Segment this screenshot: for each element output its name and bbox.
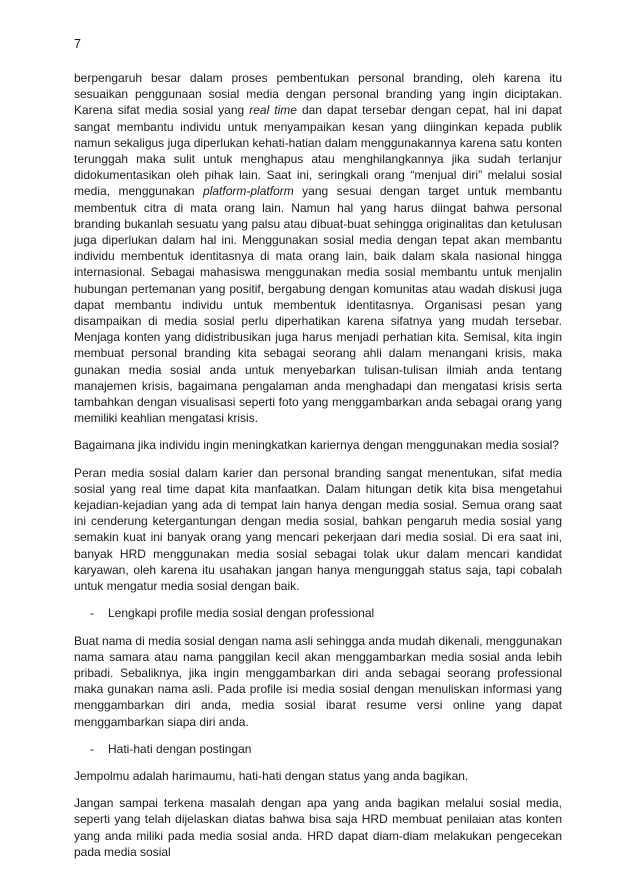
italic-term-platform: platform-platform [203, 184, 294, 199]
bullet-item-profile [90, 605, 562, 621]
paragraph-question: Bagaimana jika individu ingin meningkatkan kariernya dengan menggunakan media sosial? [74, 438, 559, 453]
italic-term-real-time: real time [249, 103, 297, 118]
paragraph-career-role: Peran media sosial dalam karier dan personal branding sangat menentukan, sifat media sosial yang real time dapat kita manfaatkan. Dalam hitungan detik kita bisa mengetahui kejadian-kejadian yang ada di tempat lain hanya dengan media sosial. Semua orang saat ini cenderung ketergantungan dengan media sosial, bahkan pengaruh media sosial yang semakin kuat ini banyak orang yang mencari pekerjaan dari media sosial. Di era saat ini, banyak HRD menggunakan media sosial sebagai tolak ukur dalam mencari kandidat karyawan, oleh karena itu usahakan jangan hanya mengunggah status saja, tapi cobalah untuk mengatur media sosial dengan baik. [74, 465, 562, 594]
paragraph-warning: Jempolmu adalah harimaumu, hati-hati dengan status yang anda bagikan. [74, 768, 469, 783]
paragraph-hrd-check: Jangan sampai terkena masalah dengan apa yang anda bagikan melalui sosial media, seperti yang telah dijelaskan diatas bahwa bisa saja HRD membuat penilaian atas konten yang anda miliki pada media sosial anda. HRD dapat diam-diam melakukan pengecekan pada media sosial [74, 796, 562, 859]
bullet-dash: - [90, 606, 94, 621]
bullet-item-posting [90, 741, 562, 757]
bullet-dash: - [90, 741, 94, 756]
paragraph-personal-branding: berpengaruh besar dalam proses pembentukan personal branding, oleh karena itu sesuaikan penggunaan sosial media dengan personal branding yang ingin diciptakan. Karena sifat media sosial yang real time dan dapat tersebar dengan cepat, hal ini dapat sangat membantu individu untuk menyampaikan kesan yang diinginkan kepada publik namun sekaligus juga diperlukan kehati-hatian dalam menggunakannya karena satu konten terunggah maka sulit untuk menghapus atau menghilangkannya jika sudah terlanjur didokumentasikan oleh pihak lain. Saat ini, seringkali orang “menjual diri” melalui sosial media, menggunakan platform-platform yang sesuai dengan target untuk membantu membentuk citra di mata orang lain. Namun hal yang harus diingat bahwa personal branding bukanlah sesuatu yang palsu atau dibuat-buat sehingga originalitas dan ketulusan juga diperlukan dalam hal ini. Menggunakan sosial media dengan tepat akan membantu individu membentuk identitasnya di mata orang lain, baik dalam skala nasional hingga internasional. Sebagai mahasiswa menggunakan media sosial membantu untuk menjalin hubungan pertemanan yang positif, bergabung dengan komunitas atau wadah diskusi juga dapat membantu individu untuk membentuk identitasnya. Organisasi pesan yang disampaikan di media sosial perlu diperhatikan karena sifatnya yang mudah tersebar. Menjaga konten yang didistribusikan juga harus menjadi perhatian kita. Semisal, kita ingin membuat personal branding kita sebagai seorang ahli dalam menangani krisis, maka gunakan media sosial anda untuk menyebarkan tulisan-tulisan ilmiah anda tentang manajemen krisis, bagaimana pengalaman anda menghadapi dan mengatasi krisis serta tambahkan dengan visualisasi seperti foto yang menggambarkan anda sebagai orang yang memiliki keahlian mengatasi krisis. [74, 71, 562, 426]
bullet-text: Lengkapi profile media sosial dengan professional [108, 606, 375, 621]
page-number: 7 [74, 37, 81, 51]
paragraph-profile-name: Buat nama di media sosial dengan nama asli sehingga anda mudah dikenali, menggunakan nama samara atau nama panggilan kecil akan menggambarkan media sosial anda lebih pribadi. Sebaliknya, jika ingin menggambarkan diri anda sebagai seorang professional maka gunakan nama asli. Pada profile isi media sosial dengan menuliskan informasi yang menggambarkan diri anda, media sosial ibarat resume versi online yang dapat menggambarkan siapa diri anda. [74, 633, 562, 729]
bullet-text: Hati-hati dengan postingan [108, 741, 252, 756]
document-body [74, 70, 562, 871]
